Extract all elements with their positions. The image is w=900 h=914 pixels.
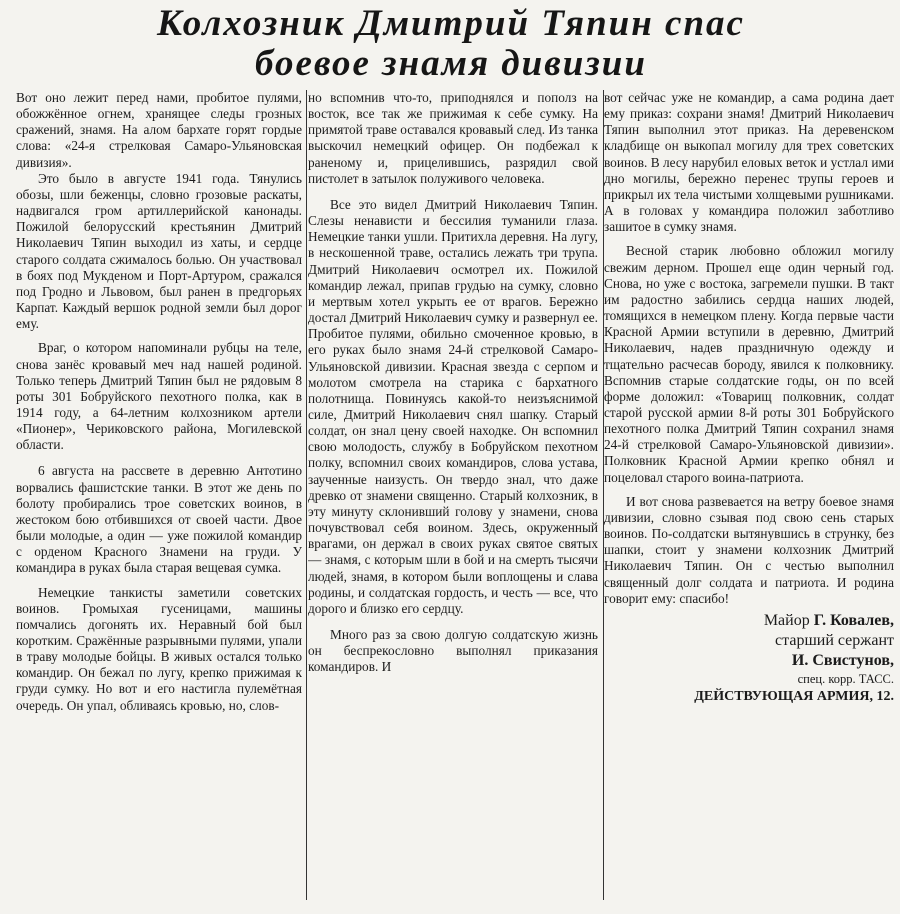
- paragraph: Враг, о котором напоминали рубцы на теле, снова занёс кровавый меч над нашей родиной. Только теперь Дмитрий Тяпин был не рядовым 8 роты 301 Бобруйского пехотного полка, как в 1914 году, а 64-летним колхозником артели «Пионер», Чериковского района, Могилевской области.: [16, 340, 302, 453]
- column-1: [16, 90, 302, 908]
- column-2: [308, 90, 598, 908]
- paragraph: вот сейчас уже не командир, а сама родина дает ему приказ: сохрани знамя! Дмитрий Николаевич Тяпин выполнил этот приказ. На деревенском кладбище он выкопал могилу для трех советских воинов. В лесу нарубил еловых веток и устлал ими дно могилы, бережно перенес трупы героев и прикрыл их тела чистыми холщевыми рушниками. А в головах у командира положил заботливо зашитое в сумку знамя.: [604, 90, 894, 235]
- byline-affiliation: спец. корр. ТАСС.: [797, 671, 894, 686]
- byline-line-2: старший сержант: [775, 631, 894, 649]
- article-headline: [16, 4, 886, 84]
- headline-line-2: боевое знамя дивизии: [255, 43, 647, 84]
- dateline: ДЕЙСТВУЮЩАЯ АРМИЯ, 12.: [694, 688, 894, 704]
- author-name: И. Свистунов,: [791, 651, 894, 669]
- column-3: [604, 90, 894, 908]
- paragraph: Немецкие танкисты заметили советских воинов. Громыхая гусеницами, машины помчались догонять их. Неравный бой был коротким. Сражённые разрывными пулями, упали в траву молодые бойцы. В живых остался только командир. Он бежал по лугу, крепко прижимая к груди сумку. Но вот и его настигла пулемётная очередь. Он упал, обливаясь кровью, но, слов-: [16, 584, 302, 713]
- article-body: [16, 90, 894, 908]
- paragraph: 6 августа на рассвете в деревню Антотино ворвались фашистские танки. В этот же день по болоту пробирались трое советских воинов, в жестоком бою отбившихся от своей части. Двое были молодые, а один — уже пожилой командир с орденом Красного Знамени на груди. У командира в руках была старая вещевая сумка.: [16, 463, 302, 576]
- paragraph: но вспомнив что-то, приподнялся и пополз на восток, все так же прижимая к себе сумку. На примятой траве оставался кровавый след. Из танка выскочил немецкий офицер. Он подбежал к раненому и, прицелившись, разрядил свой пистолет в затылок полуживого человека.: [308, 90, 598, 186]
- paragraph: Весной старик любовно обложил могилу свежим дерном. Прошел еще один черный год. Снова, но уже с востока, загремели пушки. В такт им радостно забились сердца наших людей, томящихся в немецком плену. Когда первые части Красной Армии вступили в деревню, Дмитрий Николаевич, надев праздничную одежду и тщательно расчесав бороду, явился к полковнику. Вспомнив старые солдатские годы, он по всей форме доложил: «Товарищ полковник, солдат старой русской армии 8-й роты 301 Бобруйского пехотного полка Дмитрий Тяпин сохранил знамя 24-й стрелковой Самаро-Ульяновской дивизии». Полковник Красной Армии крепко обнял и поцеловал старого воина-патриота.: [604, 243, 894, 485]
- byline-line-1: [604, 611, 894, 631]
- paragraph: И вот снова развевается на ветру боевое знамя дивизии, словно сзывая под свою сень старых воинов. По-солдатски вытянувшись в струнку, без шапки, стоит у знамени колхозник Дмитрий Николаевич Тяпин. Он с честью выполнил священный долг солдата и патриота. И родина говорит ему: спасибо!: [604, 493, 894, 606]
- paragraph: Это было в августе 1941 года. Тянулись обозы, шли беженцы, словно грозовые раскаты, надвигался гром артиллерийской канонады. Пожилой белорусский крестьянин Дмитрий Николаевич Тяпин выходил из хаты, и сердце старого солдата сжималось болью. Он участвовал в боях под Мукденом и Порт-Артуром, сражался под Гродно и Львовом, был ранен в предгорьях Карпат. Каждый вершок родной земли был дорог ему.: [16, 170, 302, 332]
- headline-line-1: Колхозник Дмитрий Тяпин спас: [157, 3, 745, 44]
- author-name: Г. Ковалев,: [813, 611, 894, 629]
- paragraph: Все это видел Дмитрий Николаевич Тяпин. Слезы ненависти и бессилия туманили глаза. Немецкие танки ушли. Притихла деревня. На лугу, в нескошенной траве, остались лежать три трупа. Дмитрий Николаевич осмотрел их. Пожилой командир лежал, припав грудью на сумку, словно и мертвым хотел укрыть ее от врагов. Бережно достал Дмитрий Николаевич сумку и развернул ее. Пробитое пулями, обильно смоченное кровью, в его руках было знамя 24-й стрелковой Самаро-Ульяновской дивизии. Красная звезда с серпом и молотом смотрела на старика с бархатного полотнища. Повинуясь какой-то неизъяснимой силе, Дмитрий Николаевич снял шапку. Старый солдат, он знал цену своей находке. Он вспомнил свою молодость, службу в Бобруйском пехотном полку, вспомнил своих командиров, слова устава, заученные наизусть. Он твердо знал, что даже древко от знамени священно. Старый колхозник, в эту минуту склонивший голову у знамени, снова почувствовал себя воином. Здесь, окруженный врагами, он держал в своих руках святое святых — знамя, с которым шли в бой и на смерть тысячи людей, знамя, в котором были воплощены и слава родины, и солдатская гордость, и честь — все, что дорого и близко его сердцу.: [308, 196, 598, 616]
- paragraph: Вот оно лежит перед нами, пробитое пулями, обожжённое огнем, хранящее следы грозных сражений, знамя. На алом бархате горят гордые слова: «24-я стрелковая Самаро-Ульяновская дивизия».: [16, 90, 302, 170]
- byline: [604, 611, 894, 707]
- paragraph: Много раз за свою долгую солдатскую жизнь он беспрекословно выполнял приказания командиров. И: [308, 627, 598, 675]
- author-rank: Майор: [763, 611, 810, 629]
